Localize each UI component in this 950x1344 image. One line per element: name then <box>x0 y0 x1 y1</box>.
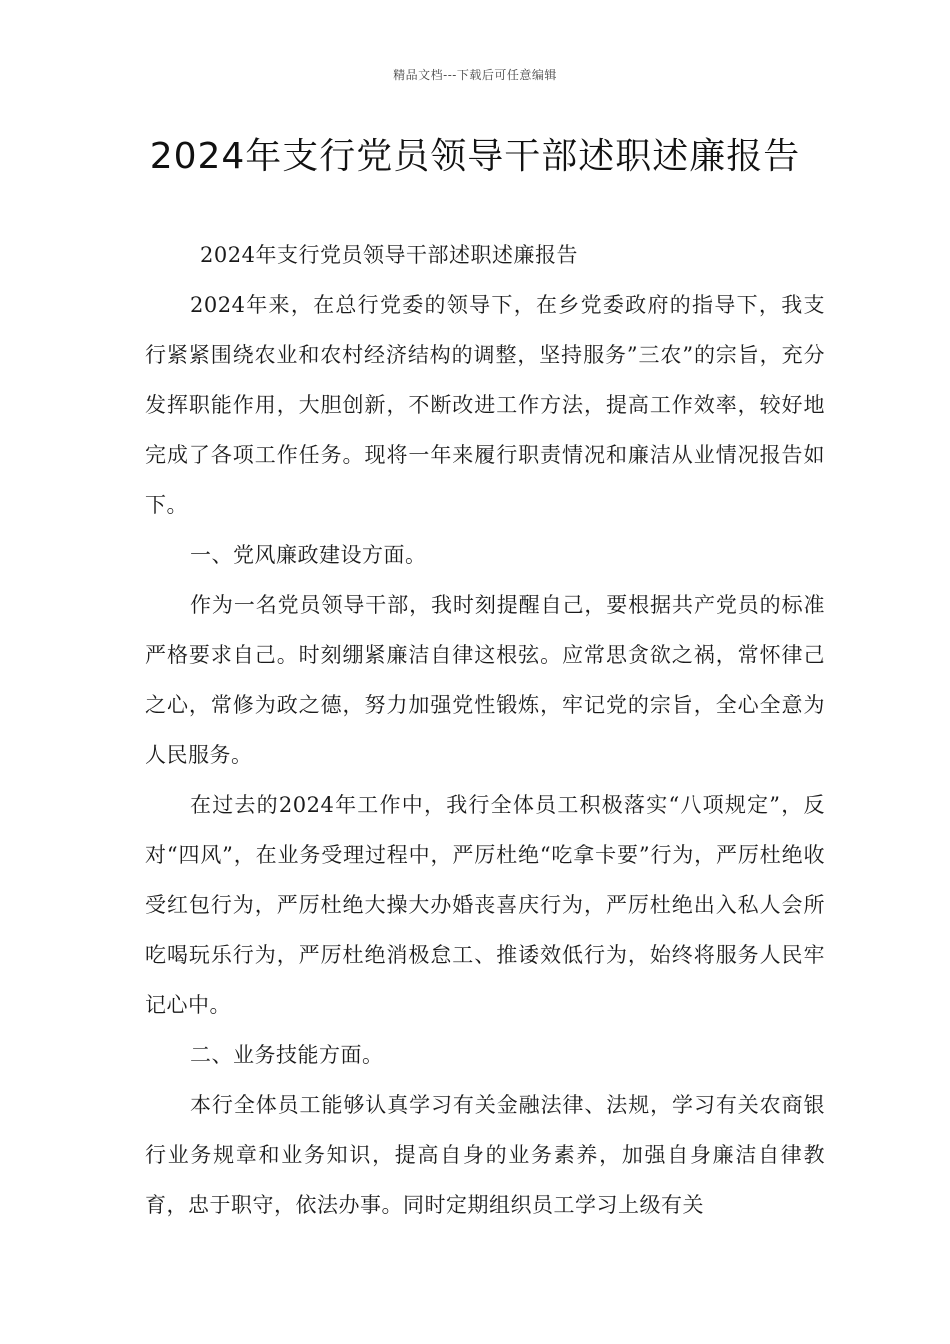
paragraph: 本行全体员工能够认真学习有关金融法律、法规，学习有关农商银行业务规章和业务知识，提高自身的业务素养，加强自身廉洁自律教育，忠于职守，依法办事。同时定期组织员工学习上级有关 <box>145 1093 825 1217</box>
document-body <box>145 230 825 1230</box>
paragraph-subtitle: 2024年支行党员领导干部述职述廉报告 <box>200 243 578 267</box>
paragraph-intro: 2024年来，在总行党委的领导下，在乡党委政府的指导下，我支行紧紧围绕农业和农村经济结构的调整，坚持服务”三农”的宗旨，充分发挥职能作用，大胆创新，不断改进工作方法，提高工作效率，较好地完成了各项工作任务。现将一年来履行职责情况和廉洁从业情况报告如下。 <box>145 293 825 517</box>
section-heading-2: 二、业务技能方面。 <box>190 1043 384 1067</box>
document-title: 2024年支行党员领导干部述职述廉报告 <box>149 136 801 177</box>
section-heading-1: 一、党风廉政建设方面。 <box>190 543 427 567</box>
paragraph: 作为一名党员领导干部，我时刻提醒自己，要根据共产党员的标准严格要求自己。时刻绷紧廉洁自律这根弦。应常思贪欲之祸，常怀律己之心，常修为政之德，努力加强党性锻炼，牢记党的宗旨，全心全意为人民服务。 <box>145 593 825 767</box>
paragraph: 在过去的2024年工作中，我行全体员工积极落实“八项规定”，反对“四风”，在业务受理过程中，严厉杜绝“吃拿卡要”行为，严厉杜绝收受红包行为，严厉杜绝大操大办婚丧喜庆行为，严厉杜绝出入私人会所吃喝玩乐行为，严厉杜绝消极怠工、推诿效低行为，始终将服务人民牢记心中。 <box>145 793 825 1017</box>
header-note: 精品文档---下载后可任意编辑 <box>393 68 557 82</box>
